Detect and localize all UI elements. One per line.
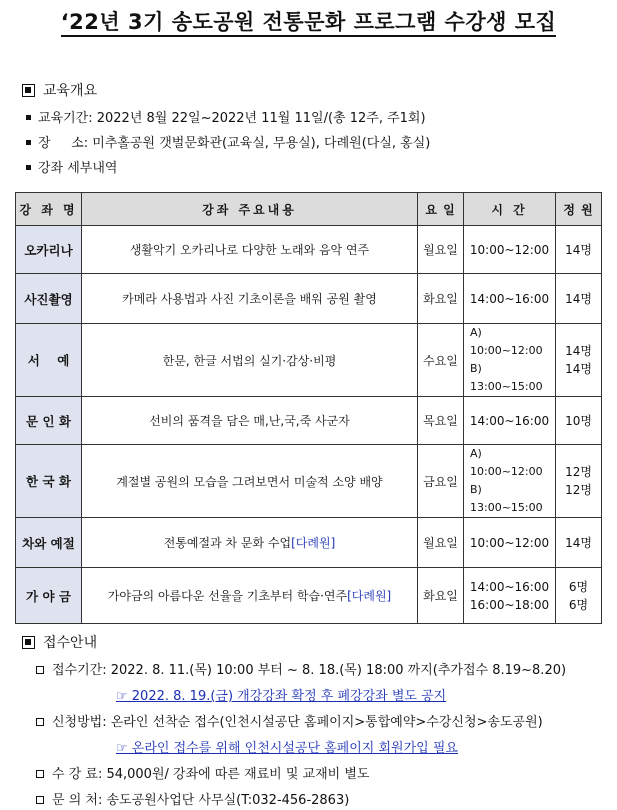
application-heading-text: 접수안내 <box>43 635 98 651</box>
course-time-cell <box>464 518 556 568</box>
venue-tag: [다례원] <box>347 589 392 603</box>
course-content-cell: 생활악기 오카리나로 다양한 노래와 음악 연주 <box>82 226 418 274</box>
course-day-cell: 금요일 <box>418 445 464 518</box>
course-capacity-cell <box>556 274 602 324</box>
course-content-cell: 선비의 품격을 담은 매,난,국,죽 사군자 <box>82 397 418 445</box>
application-period: 접수기간: 2022. 8. 11.(목) 10:00 부터 ~ 8. 18.(목) 18:00 까지(추가접수 8.19~8.20) <box>36 659 566 678</box>
table-row <box>16 324 602 397</box>
square-bullet-icon <box>22 84 35 97</box>
course-time-cell <box>464 445 556 518</box>
header-day: 요 일 <box>418 193 464 226</box>
bullet-icon <box>26 165 31 170</box>
overview-heading-text: 교육개요 <box>43 83 98 99</box>
section-application-heading <box>22 632 97 652</box>
time-slot: B) 13:00~15:00 <box>470 483 543 514</box>
course-day-cell: 화요일 <box>418 274 464 324</box>
time-slot: A) 10:00~12:00 <box>470 447 543 478</box>
course-time-cell <box>464 324 556 397</box>
application-contact: 문 의 처: 송도공원사업단 사무실(T:032-456-2863) <box>36 789 349 808</box>
time-slot: 10:00~12:00 <box>469 242 550 257</box>
application-method-note: ☞ 온라인 접수를 위해 인천시설공단 홈페이지 회원가입 필요 <box>116 741 458 756</box>
time-slot: A) 10:00~12:00 <box>470 326 543 357</box>
overview-item-period: 교육기간: 2022년 8월 22일~2022년 11월 11일/(총 12주, 주1회) <box>26 107 426 126</box>
course-content-cell: 한문, 한글 서법의 실기·감상·비평 <box>82 324 418 397</box>
capacity-value: 6명 <box>568 597 589 612</box>
overview-item-details: 강좌 세부내역 <box>26 157 117 176</box>
course-time-cell <box>464 568 556 624</box>
course-capacity-cell <box>556 445 602 518</box>
capacity-value: 14명 <box>565 344 592 358</box>
course-content-cell: 전통예절과 차 문화 수업[다례원] <box>82 518 418 568</box>
capacity-value: 12명 <box>565 465 592 479</box>
time-slot: 10:00~12:00 <box>469 535 550 550</box>
course-name-cell: 서 예 <box>16 324 82 397</box>
course-capacity-cell <box>556 226 602 274</box>
time-slot: B) 13:00~15:00 <box>470 362 543 393</box>
course-content-cell: 가야금의 아름다운 선율을 기초부터 학습·연주[다례원] <box>82 568 418 624</box>
course-name-cell: 한 국 화 <box>16 445 82 518</box>
course-name-cell: 차와 예절 <box>16 518 82 568</box>
course-time-cell <box>464 397 556 445</box>
hollow-bullet-icon <box>36 718 44 726</box>
course-name-cell: 사진촬영 <box>16 274 82 324</box>
table-row <box>16 274 602 324</box>
capacity-value: 6명 <box>568 579 589 594</box>
hollow-bullet-icon <box>36 666 44 674</box>
course-name-cell: 문 인 화 <box>16 397 82 445</box>
bullet-icon <box>26 115 31 120</box>
table-row <box>16 568 602 624</box>
table-row <box>16 226 602 274</box>
course-content-cell: 카메라 사용법과 사진 기초이론을 배워 공원 촬영 <box>82 274 418 324</box>
course-day-cell: 목요일 <box>418 397 464 445</box>
course-day-cell: 화요일 <box>418 568 464 624</box>
application-fee: 수 강 료: 54,000원/ 강좌에 따른 재료비 및 교재비 별도 <box>36 763 369 782</box>
header-capacity: 정 원 <box>556 193 602 226</box>
course-day-cell: 수요일 <box>418 324 464 397</box>
course-table <box>15 192 602 624</box>
capacity-value: 14명 <box>565 292 592 306</box>
capacity-value: 12명 <box>565 483 592 497</box>
header-time: 시 간 <box>464 193 556 226</box>
capacity-value: 10명 <box>565 414 592 428</box>
capacity-value: 14명 <box>565 362 592 376</box>
course-capacity-cell <box>556 518 602 568</box>
bullet-icon <box>26 140 31 145</box>
time-slot: 16:00~18:00 <box>469 597 550 612</box>
venue-tag: [다례원] <box>291 536 336 550</box>
course-day-cell: 월요일 <box>418 226 464 274</box>
capacity-value: 14명 <box>565 243 592 257</box>
square-bullet-icon <box>22 636 35 649</box>
course-content-cell: 계절별 공원의 모습을 그려보면서 미술적 소양 배양 <box>82 445 418 518</box>
header-content: 강좌 주요내용 <box>82 193 418 226</box>
course-capacity-cell <box>556 397 602 445</box>
time-slot: 14:00~16:00 <box>469 291 550 306</box>
time-slot: 14:00~16:00 <box>469 413 550 428</box>
hollow-bullet-icon <box>36 796 44 804</box>
course-day-cell: 월요일 <box>418 518 464 568</box>
course-capacity-cell <box>556 324 602 397</box>
table-row <box>16 518 602 568</box>
course-name-cell: 오카리나 <box>16 226 82 274</box>
header-course-name: 강 좌 명 <box>16 193 82 226</box>
section-overview-heading <box>22 80 97 100</box>
application-period-note: ☞ 2022. 8. 19.(금) 개강강좌 확정 후 폐강강좌 별도 공지 <box>116 689 447 704</box>
overview-item-location: 장 소: 미추홀공원 갯벌문화관(교육실, 무용실), 다례원(다실, 홍실) <box>26 132 430 151</box>
course-time-cell <box>464 274 556 324</box>
hollow-bullet-icon <box>36 770 44 778</box>
time-slot: 14:00~16:00 <box>469 579 550 594</box>
table-header-row <box>16 193 602 226</box>
course-time-cell <box>464 226 556 274</box>
capacity-value: 14명 <box>565 536 592 550</box>
application-method: 신청방법: 온라인 선착순 접수(인천시설공단 홈페이지>통합예약>수강신청>송도공원) <box>36 711 543 730</box>
course-name-cell: 가 야 금 <box>16 568 82 624</box>
course-capacity-cell <box>556 568 602 624</box>
table-row <box>16 445 602 518</box>
page-title: ‘22년 3기 송도공원 전통문화 프로그램 수강생 모집 <box>0 6 617 36</box>
table-row <box>16 397 602 445</box>
